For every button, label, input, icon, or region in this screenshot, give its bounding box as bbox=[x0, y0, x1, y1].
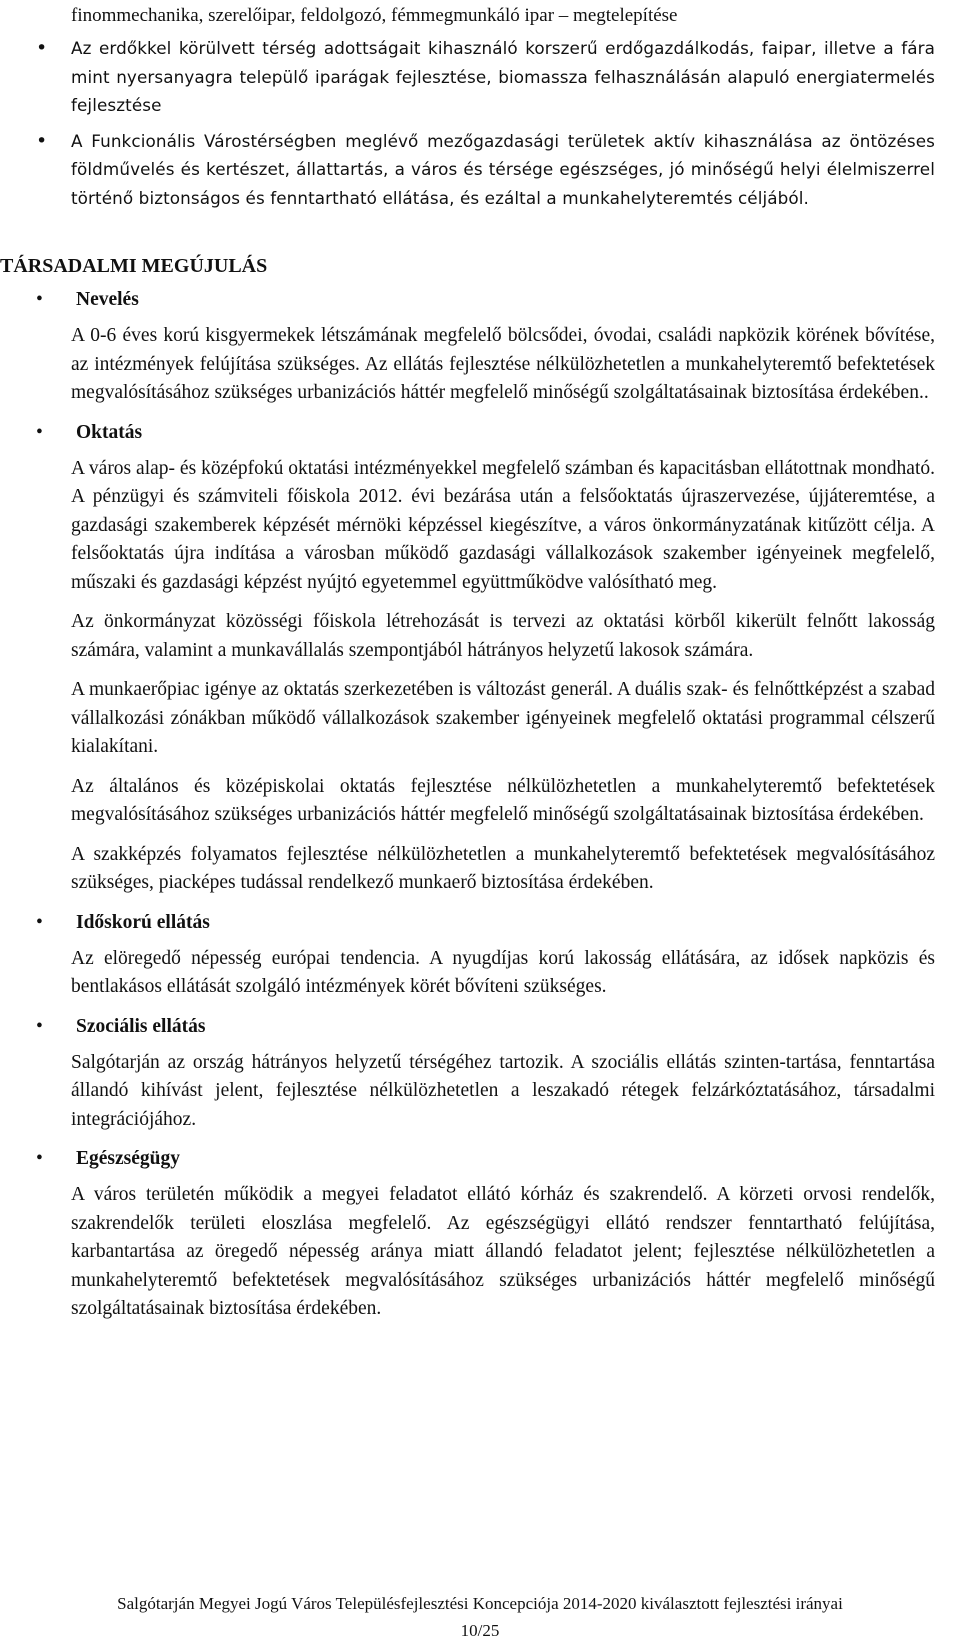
paragraph: A szakképzés folyamatos fejlesztése nélkülözhetetlen a munkahelyteremtő befektetések megvalósításához szükséges, piacképes tudással rendelkező munkaerő biztosítása érdekében. bbox=[71, 843, 935, 893]
subheading-egeszsegugy: • Egészségügy bbox=[0, 1145, 960, 1173]
bullet-item-forestry: • Az erdőkkel körülvett térség adottságait kihasználó korszerű erdőgazdálkodás, faipar, illetve a fára mint nyersanyagra települő iparágak fejlesztése, biomassza felhasználásán alapuló energiatermelés fejlesztése bbox=[0, 34, 935, 120]
subheading-oktatas: • Oktatás bbox=[0, 419, 960, 447]
bullet-item-agriculture: • A Funkcionális Várostérségben meglévő mezőgazdasági területek aktív kihasználása az öntözéses földművelés és kertészet, állattartás, a város és térsége egészséges, jó minőségű helyi élelmiszerrel történő biztonságos és fenntartható ellátása, és ezáltal a munkahelyteremtés céljából. bbox=[0, 127, 935, 213]
intro-bullet-list bbox=[0, 34, 960, 219]
paragraph: A munkaerőpiac igénye az oktatás szerkezetében is változást generál. A duális szak- és felnőttképzést a szabad vállalkozási zónákban működő vállalkozások szakember igényeinek megfelelő oktatási programmal célszerű kialakítani. bbox=[71, 679, 935, 757]
paragraph: Az általános és középiskolai oktatás fejlesztése nélkülözhetetlen a munkahelyteremtő befektetések megvalósításához szükséges urbanizációs háttér megfelelő minőségű szolgáltatásainak biztosítása érdekében. bbox=[71, 775, 935, 825]
paragraph: Az önkormányzat közösségi főiskola létrehozását is tervezi az oktatási körből kikerült felnőtt lakosság számára, valamint a munkavállalás szempontjából hátrányos helyzetű lakosok számára. bbox=[71, 611, 935, 661]
paragraph: Az elöregedő népesség európai tendencia. A nyugdíjas korú lakosság ellátására, az idősek napközis és bentlakásos ellátását szolgáló intézmények körét bővíteni szükséges. bbox=[71, 947, 935, 997]
subheading-idoskoru-ellatas: • Időskorú ellátás bbox=[0, 909, 960, 937]
page-number: 10/25 bbox=[460, 1621, 500, 1640]
section-heading: TÁRSADALMI MEGÚJULÁS bbox=[0, 255, 268, 277]
paragraph: Salgótarján az ország hátrányos helyzetű térségéhez tartozik. A szociális ellátás szinten-tartása, fenntartása állandó kihívást jelent, fejlesztése nélkülözhetetlen a leszakadó rétegek felzárkóztatásához, társadalmi integrációjához. bbox=[71, 1051, 935, 1130]
section-egeszsegugy bbox=[0, 1145, 960, 1324]
section-szocialis-ellatas bbox=[0, 1013, 960, 1135]
social-renewal-content bbox=[0, 286, 960, 1335]
section-idoskoru-ellatas bbox=[0, 909, 960, 1002]
subheading-neveles: • Nevelés bbox=[0, 286, 960, 314]
section-oktatas bbox=[0, 419, 960, 898]
section-neveles bbox=[0, 286, 960, 408]
paragraph: A város területén működik a megyei feladatot ellátó kórház és szakrendelő. A körzeti orvosi rendelők, szakrendelők területi eloszlása megfelelő. Az egészségügyi ellátó rendszer fenntartható felújítása, karbantartása az öregedő népesség aránya miatt állandó feladatot jelent; fejlesztése nélkülözhetetlen a munkahelyteremtő befektetések megvalósításához szükséges urbanizációs háttér megfelelő minőségű szolgáltatásainak biztosítása érdekében. bbox=[71, 1184, 935, 1319]
page-footer: Salgótarján Megyei Jogú Város Településfejlesztési Koncepciója 2014-2020 kiválasztott fejlesztési irányai bbox=[117, 1594, 843, 1613]
subheading-szocialis-ellatas: • Szociális ellátás bbox=[0, 1013, 960, 1041]
continued-line: finommechanika, szerelőipar, feldolgozó, fémmegmunkáló ipar – megtelepítése bbox=[71, 5, 678, 26]
paragraph: A 0-6 éves korú kisgyermekek létszámának megfelelő bölcsődei, óvodai, családi napközik körének bővítése, az intézmények felújítása szükséges. Az ellátás fejlesztése nélkülözhetetlen a munkahelyteremtő befektetések megvalósításához szükséges urbanizációs háttér megfelelő minőségű szolgáltatásainak biztosítása érdekében.. bbox=[71, 325, 935, 403]
paragraph: A város alap- és középfokú oktatási intézményekkel megfelelő számban és kapacitásban ellátottnak mondható. A pénzügyi és számviteli főiskola 2012. évi bezárása után a felsőoktatás újraszervezése, újjáteremtése, a gazdasági szakemberek képzését mérnöki képzéssel kiegészítve, a város önkormányzatának kitűzött célja. A felsőoktatás újra indítása a városban működő gazdasági vállalkozások szakember igényeinek megfelelő, műszaki és gazdasági képzést nyújtó egyetemmel együttműködve valósítható meg. bbox=[71, 457, 935, 593]
